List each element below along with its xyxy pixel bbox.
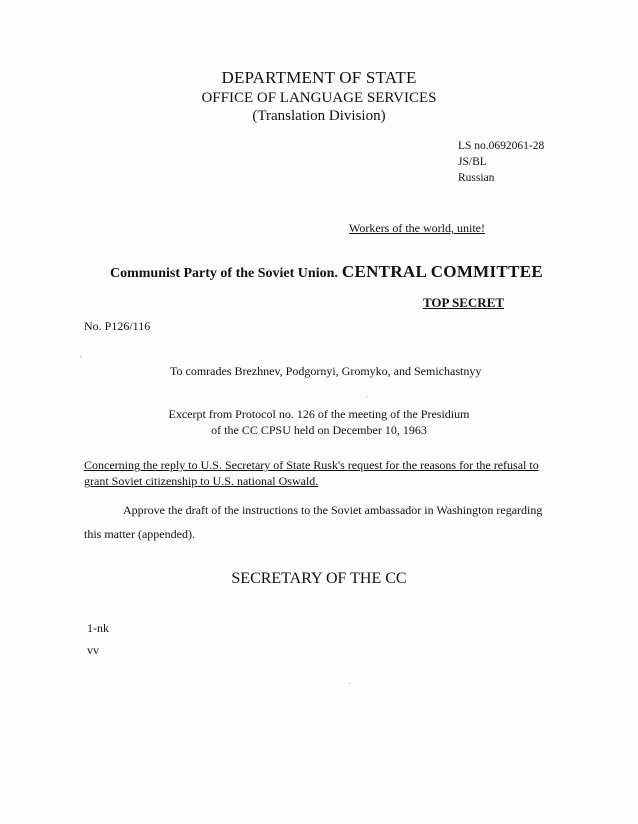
excerpt-line-1: Excerpt from Protocol no. 126 of the meeting of the Presidium	[168, 407, 470, 421]
scan-speck	[80, 356, 81, 357]
central-committee-title: CENTRAL COMMITTEE	[341, 262, 543, 281]
body-line-2: this matter (appended).	[84, 527, 195, 541]
signature-block: SECRETARY OF THE CC	[231, 570, 407, 587]
classification-stamp: TOP SECRET	[423, 295, 505, 310]
addressees-line: To comrades Brezhnev, Podgornyi, Gromyko, and Semichastnyy	[170, 364, 482, 378]
body-line-1: Approve the draft of the instructions to the Soviet ambassador in Washington regarding	[123, 503, 543, 517]
motto: Workers of the world, unite!	[349, 221, 485, 235]
office-heading: OFFICE OF LANGUAGE SERVICES	[201, 90, 437, 106]
subject-line-1: Concerning the reply to U.S. Secretary of State Rusk's request for the reasons for the refusal to	[84, 458, 539, 472]
ls-number: LS no.0692061-28	[458, 140, 545, 152]
subject-line-2: grant Soviet citizenship to U.S. national Oswald.	[84, 474, 319, 488]
party-name: Communist Party of the Soviet Union.	[110, 266, 338, 281]
scan-speck	[349, 683, 350, 684]
excerpt-line-2: of the CC CPSU held on December 10, 1963	[211, 423, 427, 437]
scan-speck	[366, 396, 367, 397]
source-language: Russian	[458, 172, 495, 184]
translator-initials: JS/BL	[458, 156, 487, 168]
party-heading	[110, 262, 543, 282]
footer-initials: 1-nk	[87, 621, 109, 635]
document-number: No. P126/116	[84, 319, 151, 333]
department-heading: DEPARTMENT OF STATE	[221, 68, 417, 87]
footer-mark: vv	[87, 643, 99, 657]
division-heading: (Translation Division)	[252, 108, 386, 124]
